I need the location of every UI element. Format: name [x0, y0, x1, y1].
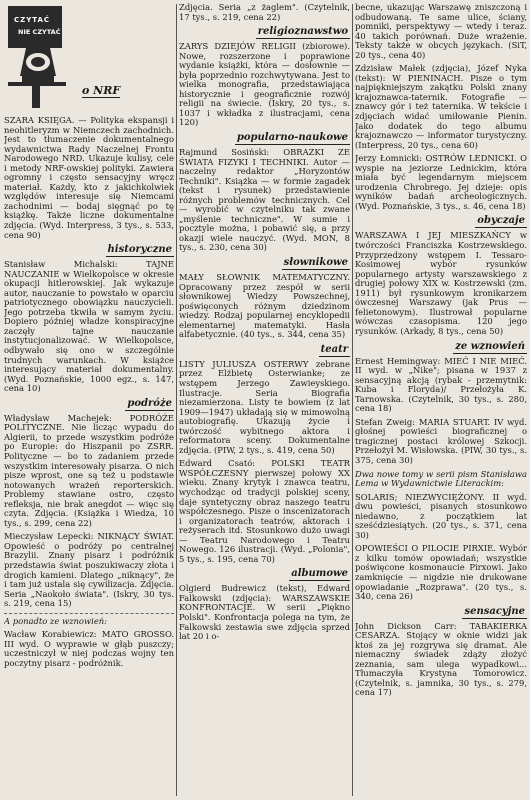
column-1 [4, 0, 174, 800]
article-listy-osterwy: LISTY JULIUSZA OSTERWY zebrane przez Elżbietę Osterwianke; ze wstępem Jerzego Zawieyskiego. Ilustracje. Seria Biografia niezamierzona. Listy te bowiem (z lat 1909—1947) układają się w mimowolną autobiografię. Ukazują życie i twórczość wybitnego aktora i reformatora sceny. Dokumentalne zdjęcia. (PIW, 2 tys., s. 419, cena 50) [179, 358, 350, 455]
article-michalski: Stanisław Michalski: TAJNE NAUCZANIE w Wielkopolsce w okresie okupacji hitlerowskiej. Jak wykazuje autor, nauczanie to powstało w oparciu patriotycznego obowiązku nauczycieli. Jego potrzeba tkwiła w samym życiu. Dopiero później władze konspiracyjne zaczęły tajne nauczanie instytucjonalizować. W Wielkopolsce, odbywało się ono w szczególnie trudnych warunkach. W książce interesujący materiał dokumentalny. (Wyd. Poznańskie, 1000 egz., s. 147, cena 10) [4, 259, 174, 394]
article-zarys: ZARYS DZIEJÓW RELIGII (zbiorowe). Nowe, rozszerzone i poprawione wydanie książki, która — dosłownie — była poprzednio rozchwytywana. Jest to wielka monografia, przedstawiająca historycznie i geograficznie rozwój religii na świecie. (Iskry, 20 tys., s. 1037 i wkładka z ilustracjami, cena 120) [179, 41, 350, 128]
section-heading-slownikowe: słownikowe [283, 257, 348, 269]
column-rule [176, 4, 177, 796]
article-hemingway: Ernest Hemingway: MIEĆ I NIE MIEĆ. II wyd. w „Nike"; pisana w 1937 z sensacyjną akcją (rybak - przemytnik: Kuba i Floryda)/ Przełożyła K. Tarnowska. (Czytelnik, 30 tys., s. 280, cena 18) [355, 355, 527, 414]
logo-word-1: CZYTAĆ [14, 16, 51, 24]
article-continued: becne, ukazując Warszawę zniszczoną i odbudowaną. Te same ulice, ściany, pomniki, perspektywy — wtedy i teraz. 40 takich porównań. Duże wrażenie. Teksty także w obcych językach. (SiT, 20 tys., cena 40) [355, 2, 527, 60]
logo-word-2: NIE CZYTAĆ [18, 28, 61, 36]
article-carr: John Dickson Carr: TABAKIERKA CESARZA. Stojący w oknie widzi jak ktoś za jej rozgrywa się dramat. Ale niemaczny świadek zdąży złożyć zeznania, sam ulega wypadkowi... Tłumaczyła Krystyna Tomorowicz. (Czytelnik, s. jamnika, 30 tys., s. 279, cena 17) [355, 620, 527, 698]
article-csato: Edward Csató: POLSKI TEATR WSPÓŁCZESNY pierwszej połowy XX wieku. Znany krytyk i znawca teatru, wychodząc od tradycji polskiej sceny, daje syntetyczny obraz naszego teatru współczesnego. Pisze o inscenizatorach i organizatorach teatrów, aktorach i reżyserach itd. Stosunkowo dużo uwagi — Teatru Narodowego i Teatru Nowego. 126 ilustracji. (Wyd. „Polonia", 5 tys., s. 195, cena 70) [179, 458, 350, 564]
article-korabiewicz: Wacław Korabiewicz: MATO GROSSO. III wyd. O wyprawie w głąb puszczy; uczestniczył w niej podczas wojny ten poczytny pisarz - podróżnik. [4, 629, 174, 668]
article-lepecki: Mieczysław Lepecki: NIKNĄCY ŚWIAT. Opowieść o podróży po centralnej Brazylii. Znany pisarz i podróżnik przedstawia świat poszukiwaczy złota i drogich kamieni. Dlatego „niknący", że i tam już ustala się cywilizacja. Zdjęcia. Seria „Naokoło świata". (Iskry, 30 tys. s. 219, cena 15) [4, 531, 174, 609]
section-heading-teatr: teatr [320, 343, 348, 355]
article-continued: Zdjęcia. Seria „z żaglem". (Czytelnik, 17 tys., s. 219, cena 22) [179, 2, 350, 22]
section-heading-religioznawstwo: religioznawstwo [257, 26, 348, 38]
column-rule [352, 4, 353, 796]
article-lomnicki: Jerzy Łomnicki: OSTRÓW LEDNICKI. O wyspie na jeziorze Lednickim, która miała być legendarnym miejscem urodzenia Chrobrego. Jej dzieje: opis wyników badań archeologicznych. (Wyd. Poznańskie, 3 tys., s. 46, cena 18) [355, 153, 527, 211]
article-zweig: Stefan Zweig: MARIA STUART. IV wyd. głośnej powieści biograficznej o tragicznej postaci królowej Szkocji. Przełożył M. Wisłowska. (PIW, 30 tys., s. 375, cena 30) [355, 416, 527, 465]
column-3 [355, 0, 527, 800]
section-heading-podroze: podróże [127, 397, 172, 409]
section-heading-albumowe: albumowe [291, 568, 348, 580]
section-heading-historyczne: historyczne [107, 244, 172, 256]
article-malek-nyka: Zdzisław Małek (zdjęcia), Józef Nyka (tekst): W PIENINACH. Pisze o tym najpiękniejszym zakątku Polski znany krajoznawca-taternik. Fotografie — znawcy gór i też taternika. W tekście i zdjęciach widać umiłowanie Pienin. Jako dodatek do tego albumu krajoznawczo — informator turystyczny. (Interpress, 20 tys., cena 60) [355, 63, 527, 150]
article-warszawa: WARSZAWA I JEJ MIESZKAŃCY w twórczości Franciszka Kostrzewskiego. Przyprzedzony wstępem I. Tessaro-Kosimowej wybór rysunków popularnego artysty warszawskiego z drugiej połowy XIX w. Kostrzewski (zm. 1911) był rysunkowym kronikarzem ówczesnej Warszawy (jak Prus — felietonowym). Ilustrował popularne wówczas czasopisma. 120 jego rysunków. (Arkady, 8 tys., cena 50) [355, 230, 527, 336]
section-heading-ze-wznowien: ze wznowień [455, 340, 525, 352]
article-szara-ksiega: SZARA KSIĘGA. — Polityka ekspansji i neohitleryzm w Niemczech zachodnich. Jest to tłumaczenie dokumentalnego wydawnictwa Rady Naczelnej Frontu Narodowego NRD. Ukazuje kulisy, cele i metody NRF-owskiej polityki. Zawiera ogromny i często sensacyjny wręcz materiał. Każdy, kto z jakichkolwiek względów interesuje się Niemcami zachodnimi — bodaj sięgnąć po tę książkę. Także liczne dokumentalne zdjęcia. (Wyd. Interpress, 3 tys., s. 533, cena 90) [4, 115, 174, 240]
czytac-logo [4, 2, 134, 114]
article-maly-slownik: MAŁY SŁOWNIK MATEMATYCZNY. Opracowany przez zespół w serii słownikowej Wiedzy Powszechnej, poświęconych różnym dziedzinom wiedzy. Rodzaj popularnej encyklopedii elementarnej matematyki. Hasła alfabetycznie. (40 tys., s. 344, cena 35) [179, 272, 350, 340]
section-heading-sensacyjne: sensacyjne [464, 605, 525, 617]
section-heading-nrf: o NRF [82, 84, 121, 97]
column-2 [179, 0, 350, 800]
article-machejek: Władysław Machejek: PODRÓŻE POLITYCZNE. Nie licząc wypadu do Algierii, to przede wszystkim podróże po Europie: do Hiszpanii po ZSRR. Polityczne — bo to zadaniem przede wszystkim interesowały pisarza. O nich pisze wprost, one są też u podstawie notowanych wrażeń reporterskich. Problemy stawiane ostro, często refleksja, nie brak anegdot — więc się czyta. Zdjęcia. (Książka i Wiedza, 10 tys., s. 299, cena 22) [4, 412, 174, 528]
article-solaris: SOLARIS; NIEZWYCIĘŻONY. II wyd. dwu powieści, pisanych stosunkowo niedawno, z początkiem lat sześćdziesiątych. (20 tys., s. 371, cena 30) [355, 491, 527, 540]
article-sosinski: Rajmund Sosiński: OBRAZKI ZE ŚWIATA FIZYKI I TECHNIKI. Autor — naczelny redaktor „Horyzontów Techniki". Książka — w formie zagadek (tekst i rysunek) przedstawienie różnych problemów technicznych. Cel — wyrobić w czytelniku tak zwane „myślenie techniczne". W sumie i pocztyle można, i pobawić się, a przy okazji wiele nauczyć. (Wyd. MON, 8 tys., s. 230, cena 30) [179, 147, 350, 253]
article-budrewicz: Olgierd Budrewicz (tekst), Edward Falkowski (zdjęcia): WARSZAWSKIE KONFRONTACJE. W serii „Piękno Polski". Konfrontacja polega na tym, że Falkowski zestawia swe zdjęcia sprzed lat 20 i o- [179, 583, 350, 642]
article-lem-intro: Dwa nowe tomy w serii pism Stanisława Lema w Wydawnictwie Literackim: [355, 468, 527, 489]
reprints-intro: A ponadto ze wznowień: [4, 615, 107, 626]
article-pirx: OPOWIEŚCI O PILOCIE PIRXIE. Wybór z kilku tomów opowiadań; wszystkie poświęcone kosmonaucie Pirxowi. Jako zamknięcie — nigdzie nie drukowane opowiadanie „Rozprawa". (20 tys., s. 340, cena 26) [355, 543, 527, 602]
divider [4, 613, 174, 614]
section-heading-obyczaje: obyczaje [477, 215, 525, 227]
section-heading-popularno-naukowe: popularno-naukowe [236, 132, 348, 144]
